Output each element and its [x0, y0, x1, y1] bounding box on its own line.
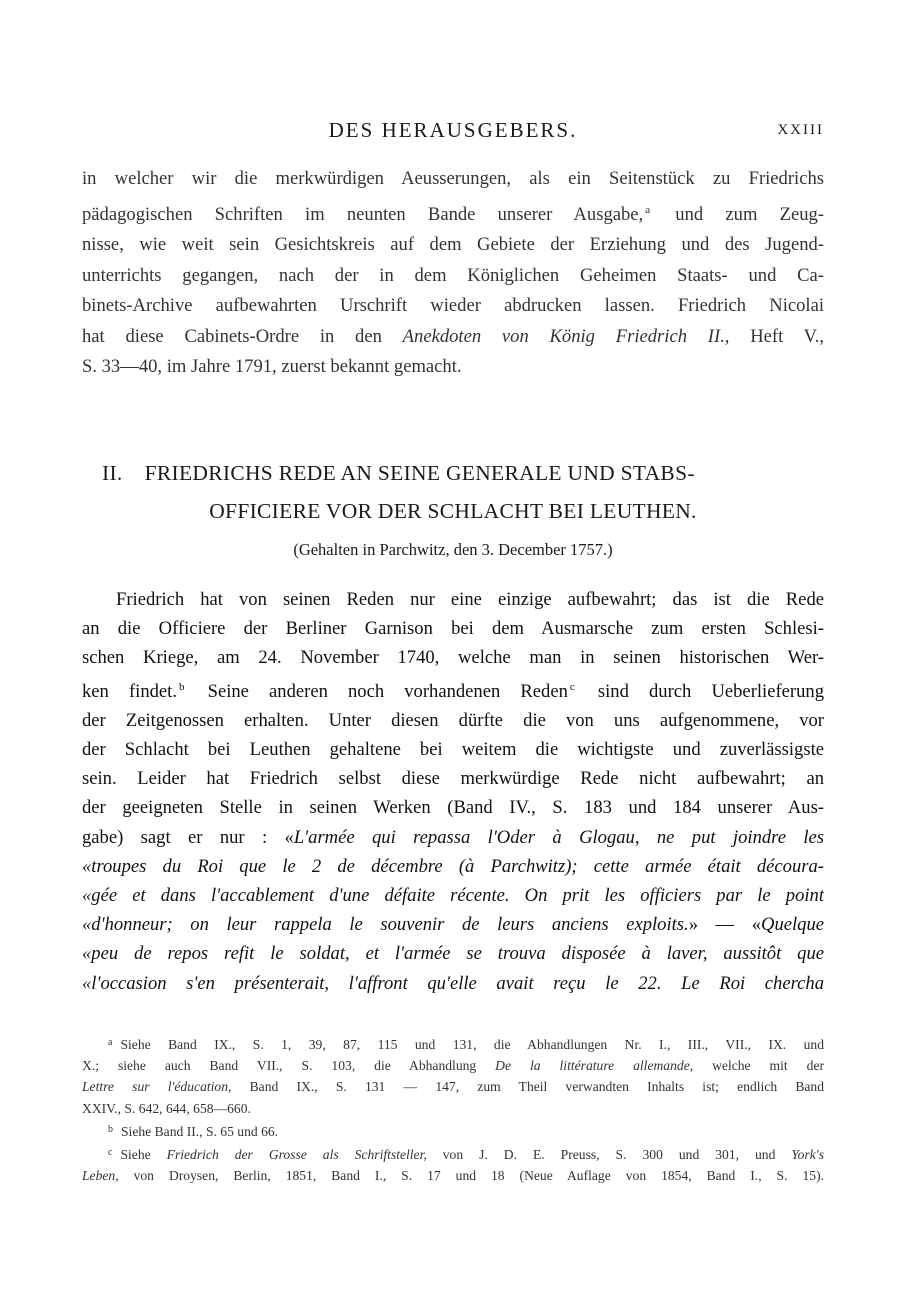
intro-paragraph	[82, 164, 824, 383]
text-line: in welcher wir die merkwürdigen Aeusserungen, als ein Seitenstück zu Friedrichs	[82, 168, 824, 189]
text-line: Friedrich hat von seinen Reden nur eine einzige aufbewahrt; das ist die Rede	[116, 589, 824, 610]
text-line: der Zeitgenossen erhalten. Unter diesen dürfte die von uns aufgenommene, vor	[82, 709, 824, 731]
quotation-line: «gée et dans l'accablement d'une défaite récente. On prit les officiers par le point	[82, 885, 824, 907]
running-head	[82, 118, 824, 148]
footnote-line: Leben, von Droysen, Berlin, 1851, Band I., S. 17 und 18 (Neue Auflage von 1854, Band I., S. 15).	[82, 1168, 824, 1184]
quotation-line: «l'occasion s'en présenterait, l'affront qu'elle avait reçu le 22. Le Roi chercha	[82, 972, 824, 994]
text-line: S. 33—40, im Jahre 1791, zuerst bekannt gemacht.	[82, 356, 462, 377]
footnote-line: XXIV., S. 642, 644, 658—660.	[82, 1100, 251, 1116]
section-number: II.	[102, 461, 123, 485]
footnote-ref-a: a	[645, 203, 651, 216]
text-line: «d'honneur; on leur rappela le souvenir de leurs anciens exploits.» — «Quelque	[82, 914, 824, 936]
text-line: sein. Leider hat Friedrich selbst diese merkwürdige Rede nicht aufbewahrt; an	[82, 768, 824, 790]
footnote-b: $^b$ Siehe Band II., S. 65 und 66.	[108, 1123, 279, 1139]
section-title-line-2: OFFICIERE VOR DER SCHLACHT BEI LEUTHEN.	[209, 499, 697, 523]
footnote-a: $^a$ Siehe Band IX., S. 1, 39, 87, 115 und 131, die Abhandlungen Nr. I., III., VII., IX. und	[108, 1037, 824, 1052]
text-line: hat diese Cabinets-Ordre in den Anekdoten von König Friedrich II., Heft V.,	[82, 325, 824, 347]
footnote-line: X.; siehe auch Band VII., S. 103, die Abhandlung De la littérature allemande, welche mit der	[82, 1058, 824, 1074]
text-line: der geeigneten Stelle in seinen Werken (Band IV., S. 183 und 184 unserer Aus-	[82, 797, 824, 819]
section-subtitle: (Gehalten in Parchwitz, den 3. December 1757.)	[293, 540, 613, 559]
text-line: an die Officiere der Berliner Garnison bei dem Ausmarsche zum ersten Schlesi-	[82, 618, 824, 640]
running-title: DES HERAUSGEBERS.	[328, 118, 578, 142]
footnote-ref-c: c	[569, 680, 575, 693]
body-paragraph	[82, 585, 824, 998]
footnote-line: Lettre sur l'éducation, Band IX., S. 131 — 147, zum Theil verwandten Inhalts ist; endlich Band	[82, 1079, 824, 1095]
text-line: ken findet. $^b$ Seine anderen noch vorhandenen Reden $^c$ sind durch Ueberlieferung	[82, 680, 824, 702]
text-line: unterrichts gegangen, nach der in dem Königlichen Geheimen Staats- und Ca-	[82, 264, 824, 286]
text-line: binets-Archive aufbewahrten Urschrift wieder abdrucken lassen. Friedrich Nicolai	[82, 295, 824, 316]
quotation-line: «troupes du Roi que le 2 de décembre (à Parchwitz); cette armée était découra-	[82, 855, 824, 877]
text-line: nisse, wie weit sein Gesichtskreis auf dem Gebiete der Erziehung und des Jugend-	[82, 234, 824, 255]
quotation: L'armée qui repassa l'Oder à Glogau, ne put joindre les	[293, 826, 824, 848]
section-title-line-1: FRIEDRICHS REDE AN SEINE GENERALE UND STABS-	[144, 461, 695, 485]
text-line: pädagogischen Schriften im neunten Bande unserer Ausgabe, $^a$ und zum Zeug-	[82, 203, 824, 225]
page-number: XXIII	[777, 122, 824, 138]
footnotes	[82, 1032, 824, 1186]
text-line: gabe) sagt er nur : «L'armée qui repassa l'Oder à Glogau, ne put joindre les	[82, 826, 824, 848]
footnote-ref-b: b	[178, 680, 185, 693]
section-heading	[82, 454, 824, 530]
text-line: schen Kriege, am 24. November 1740, welche man in seinen historischen Wer-	[82, 647, 824, 669]
text-line: der Schlacht bei Leuthen gehaltene bei weitem die wichtigste und zuverlässigste	[82, 739, 824, 761]
quotation-line: «peu de repos refit le soldat, et l'armée se trouva disposée à laver, aussitôt que	[82, 943, 824, 965]
footnote-c: $^c$ Siehe Friedrich der Grosse als Schriftsteller, von J. D. E. Preuss, S. 300 und 301, und York's	[108, 1147, 824, 1163]
book-title: Anekdoten von König Friedrich II.,	[402, 325, 730, 347]
